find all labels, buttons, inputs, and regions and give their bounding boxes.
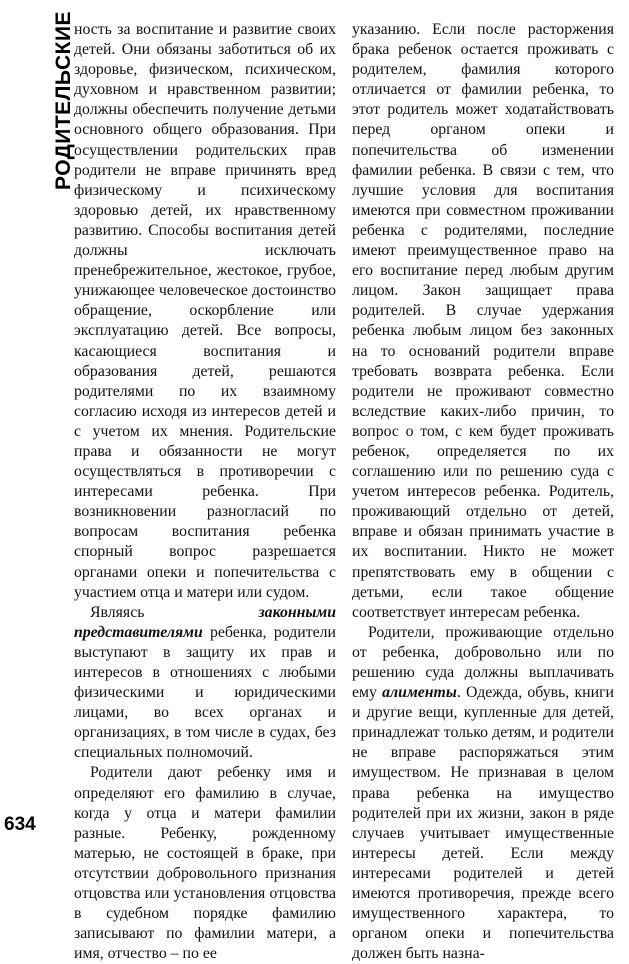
paragraph: ность за воспитание и развитие своих детей. Они обязаны заботиться об их здоровье, физическом, психическом, духовном и нравственном развитии; должны обеспечить получение детьми основного общего образования. При осуществлении родительских прав родители не вправе причинять вред физическому и психическому здоровью детей, их нравственному развитию. Способы воспитания детей должны исключать пренебрежительное, жестокое, грубое, унижающее человеческое достоинство обращение, оскорбление или эксплуатацию детей. Все вопросы, касающиеся воспитания и образования детей, решаются родителями по их взаимному согласию исходя из интересов детей и с учетом их мнения. Родительские права и обязанности не могут осуществляться в противоречии с интересами ребенка. При возникновении разногласий по вопросам воспитания ребенка спорный вопрос разрешается органами опеки и попечительства с участием отца и матери или судом. (74, 21, 336, 601)
emphasized-term: алименты (382, 684, 457, 702)
paragraph (74, 603, 336, 764)
emphasized-term: законными представителями (74, 603, 336, 641)
text-run: ребенка, родители выступают в защиту их прав и интересов в отношениях с любыми физическими и юридическими лицами, во всех органах и организациях, в том числе в судах, без специальных полномочий. (74, 623, 336, 762)
text-run: Являясь (90, 603, 259, 621)
paragraph (352, 623, 614, 964)
text-run: Родители, проживающие отдельно от ребенка, добровольно или по решению суда должны выплачивать ему (352, 623, 614, 702)
running-header-title: РОДИТЕЛЬСКИЕ (52, 10, 75, 190)
text-run: . Одежда, обувь, книги и другие вещи, купленные для детей, принадлежат только детям, и родители не вправе распоряжаться этим имуществом. Не признавая в целом права ребенка на имущество родителей при их жизни, закон в ряде случаев учитывает имущественные интересы детей. Если между интересами родителей и детей имеются противоречия, прежде всего имущественного характера, то органом опеки и попечительства должен быть назна- (352, 684, 614, 963)
page-number: 634 (4, 814, 36, 835)
left-text-column (74, 20, 336, 964)
paragraph: указанию. Если после расторжения брака ребенок остается проживать с родителем, фамилия которого отличается от фамилии ребенка, то этот родитель может ходатайствовать перед органом опеки и попечительства об изменении фамилии ребенка. В связи с тем, что лучшие условия для воспитания имеются при совместном проживании ребенка с родителями, последние имеют преимущественное право на его воспитание перед любым другим лицом. Закон защищает права родителей. В случае удержания ребенка любым лицом без законных на то оснований родители вправе требовать возврата ребенка. Если родители не проживают совместно вследствие каких-либо причин, то вопрос о том, с кем будет проживать ребенок, определяется по их соглашению или по решению суда с учетом интересов ребенка. Родитель, проживающий отдельно от детей, вправе и обязан принимать участие в их воспитании. Никто не может препятствовать ему в общении с детьми, если такое общение соответствует интересам ребенка. (352, 21, 614, 621)
paragraph: Родители дают ребенку имя и определяют его фамилию в случае, когда у отца и матери фамилии разные. Ребенку, рожденному матерью, не состоящей в браке, при отсутствии добровольного признания отцовства или установления отцовства в судебном порядке фамилию записывают по фамилии матери, а имя, отчество – по ее (74, 764, 336, 963)
right-text-column (352, 20, 614, 964)
